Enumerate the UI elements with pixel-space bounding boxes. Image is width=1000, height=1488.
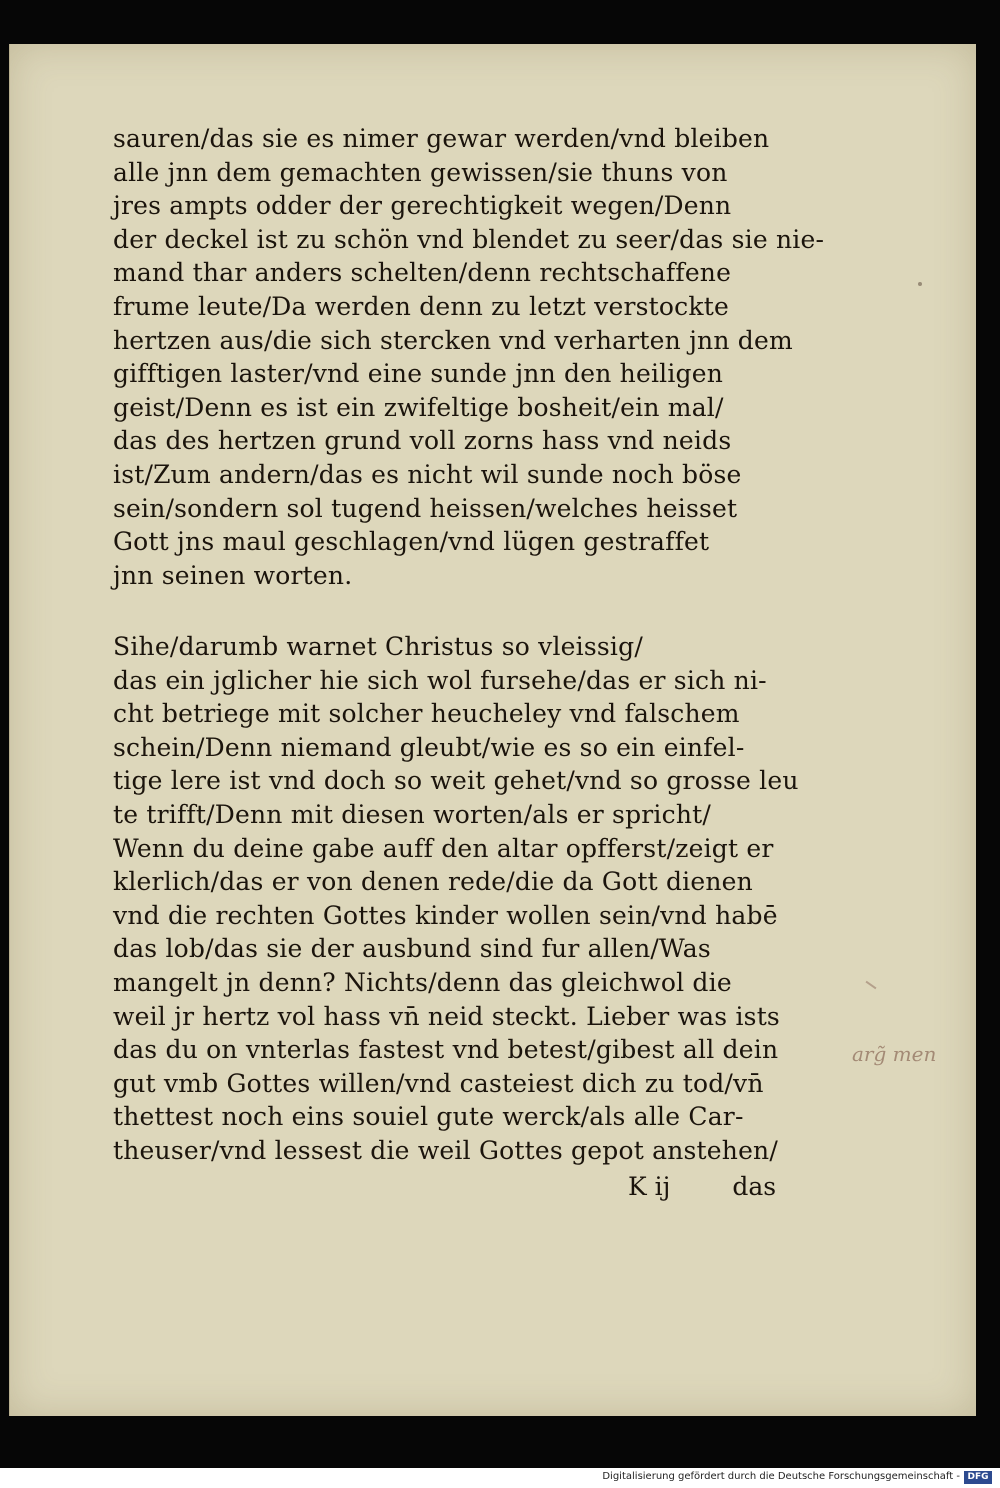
text-line: Sihe/darumb warnet Christus so vleissig/ — [113, 632, 643, 661]
book-page — [9, 44, 976, 1416]
text-line: jnn seinen worten. — [113, 560, 353, 590]
margin-note: arg̃ men — [852, 1042, 937, 1066]
footer-bar — [0, 1468, 1000, 1488]
text-line: tige lere ist vnd doch so weit gehet/vnd so grosse leu — [113, 766, 799, 796]
text-line: sein/sondern sol tugend heissen/welches heisset — [113, 493, 738, 523]
text-line: gifftigen laster/vnd eine sunde jnn den heiligen — [113, 359, 724, 389]
text-line: klerlich/das er von denen rede/die da Gott dienen — [113, 867, 753, 897]
signature-mark: K ij — [628, 1172, 671, 1201]
text-line: sauren/das sie es nimer gewar werden/vnd bleiben — [113, 124, 770, 153]
paragraph-2 — [113, 630, 825, 1168]
text-line: vnd die rechten Gottes kinder wollen sein/vnd habē — [113, 900, 778, 930]
text-line: jres ampts odder der gerechtigkeit wegen/Denn — [113, 191, 732, 221]
dfg-logo: DFG — [964, 1471, 992, 1484]
text-line: geist/Denn es ist ein zwifeltige bosheit/ein mal/ — [113, 392, 724, 422]
text-line: Gott jns maul geschlagen/vnd lügen gestraffet — [113, 527, 710, 557]
margin-mark — [918, 282, 922, 286]
text-line: das des hertzen grund voll zorns hass vnd neids — [113, 426, 732, 456]
text-line: te trifft/Denn mit diesen worten/als er spricht/ — [113, 799, 711, 829]
text-line: das du on vnterlas fastest vnd betest/gibest all dein — [113, 1035, 779, 1065]
text-line: mand thar anders schelten/denn rechtschaffene — [113, 258, 732, 288]
funding-credit: Digitalisierung gefördert durch die Deutsche Forschungsgemeinschaft - — [602, 1471, 960, 1482]
text-line: frume leute/Da werden denn zu letzt verstockte — [113, 291, 729, 321]
text-line: cht betriege mit solcher heucheley vnd falschem — [113, 699, 740, 729]
text-line: gut vmb Gottes willen/vnd casteiest dich zu tod/vn̄ — [113, 1068, 764, 1098]
text-line: alle jnn dem gemachten gewissen/sie thuns von — [113, 157, 728, 187]
text-line: Wenn du deine gabe auff den altar opfferst/zeigt er — [113, 833, 774, 863]
text-line: weil jr hertz vol hass vn̄ neid steckt. Lieber was ists — [113, 1001, 780, 1031]
text-line: mangelt jn denn? Nichts/denn das gleichwol die — [113, 967, 732, 997]
margin-mark — [866, 981, 877, 990]
text-line: hertzen aus/die sich stercken vnd verharten jnn dem — [113, 325, 793, 355]
signature-line — [628, 1172, 776, 1201]
text-line: das ein jglicher hie sich wol fursehe/das er sich ni- — [113, 665, 767, 695]
text-line: das lob/das sie der ausbund sind fur allen/Was — [113, 934, 711, 964]
text-line: theuser/vnd lessest die weil Gottes gepot anstehen/ — [113, 1135, 778, 1165]
paragraph-1 — [113, 122, 825, 592]
text-line: thettest noch eins souiel gute werck/als alle Car- — [113, 1102, 744, 1132]
text-line: ist/Zum andern/das es nicht wil sunde noch böse — [113, 459, 742, 489]
text-line: der deckel ist zu schön vnd blendet zu seer/das sie nie- — [113, 224, 825, 254]
text-line: schein/Denn niemand gleubt/wie es so ein einfel- — [113, 732, 745, 762]
catchword: das — [732, 1172, 777, 1201]
